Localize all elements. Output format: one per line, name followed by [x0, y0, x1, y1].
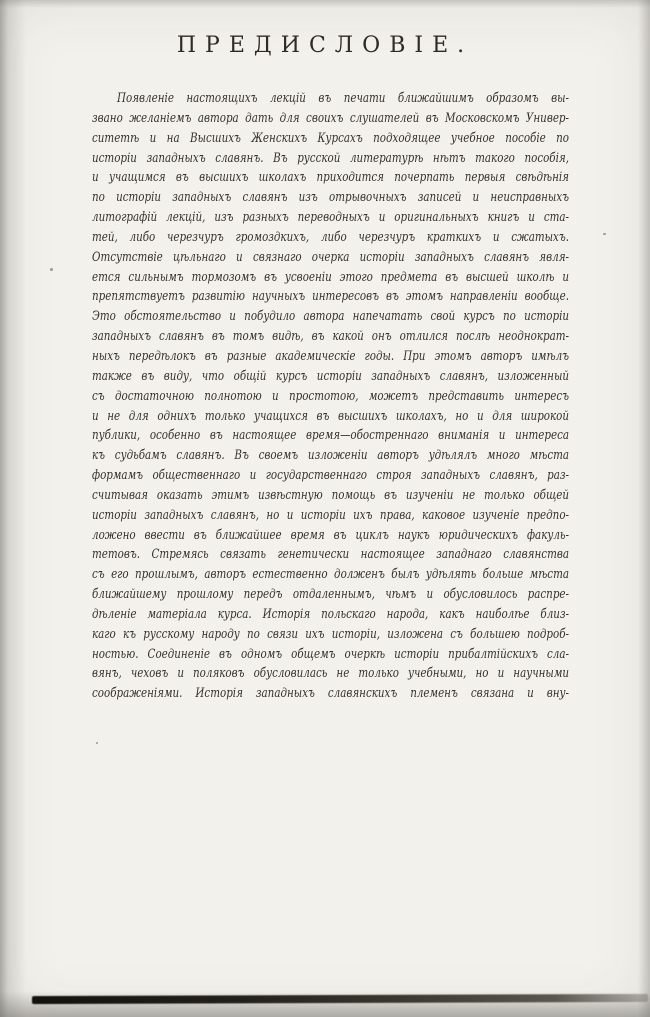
- text-line: Отсутствіе цѣльнаго и связнаго очерка исторіи западныхъ славянъ явля-: [92, 249, 570, 265]
- text-line: соображеніями. Исторія западныхъ славянскихъ племенъ связана и вну-: [92, 686, 570, 702]
- text-line: и учащимся въ высшихъ школахъ приходится почерпать первыя свѣдѣнія: [92, 170, 570, 186]
- text-line: западныхъ славянъ въ томъ видѣ, въ какой онъ отлился послѣ неоднократ-: [92, 329, 570, 345]
- text-line: съ его прошлымъ, авторъ естественно долженъ былъ удѣлять больше мѣста: [92, 567, 570, 583]
- text-line: считывая оказать этимъ извѣстную помощь въ изученіи не только общей: [92, 487, 570, 503]
- text-line: ближайшему прошлому передъ отдаленнымъ, чѣмъ и обусловилось распре-: [92, 587, 570, 603]
- text-line: публики, особенно въ настоящее время—обостреннаго вниманія и интереса: [92, 428, 570, 444]
- text-line: препятствуетъ развитію научныхъ интересовъ въ этомъ направленіи вообще.: [92, 289, 570, 305]
- text-line: ныхъ передѣлокъ въ разные академическіе годы. При этомъ авторъ имѣлъ: [92, 348, 570, 364]
- text-line: съ достаточною полнотою и простотою, можетъ представить интересъ: [92, 388, 570, 404]
- text-line: тей, либо черезчуръ громоздкихъ, либо черезчуръ краткихъ и сжатыхъ.: [92, 229, 570, 245]
- text-line: ностью. Соединеніе въ одномъ общемъ очеркѣ исторіи прибалтійскихъ сла-: [92, 646, 570, 662]
- text-line: Это обстоятельство и побудило автора напечатать свой курсъ по исторіи: [92, 309, 570, 325]
- scan-speck: [50, 268, 53, 271]
- page-title: ПРЕДИСЛОВІЕ.: [176, 33, 474, 58]
- scan-speck: [603, 233, 606, 235]
- text-line: литографій лекцій, изъ разныхъ переводныхъ и оригинальныхъ книгъ и ста-: [92, 210, 570, 226]
- text-line: исторіи западныхъ славянъ. Въ русской литературѣ нѣтъ такого пособія,: [92, 150, 570, 166]
- scan-shadow-bottom: [32, 994, 648, 1004]
- text-line: тетовъ. Стремясь связать генетически настоящее западнаго славянства: [92, 547, 570, 563]
- text-line: дѣленіе матеріала курса. Исторія польскаго народа, какъ наиболѣе близ-: [92, 606, 570, 622]
- text-line: и не для однихъ только учащихся въ высшихъ школахъ, но и для широкой: [92, 408, 570, 424]
- text-line: по исторіи западныхъ славянъ изъ отрывочныхъ записей и неисправныхъ: [92, 190, 570, 206]
- text-line: ется сильнымъ тормозомъ въ усвоеніи этого предмета въ высшей школѣ и: [92, 269, 570, 285]
- text-line: также въ виду, что общій курсъ исторіи западныхъ славянъ, изложенный: [92, 368, 570, 384]
- text-line: исторіи западныхъ славянъ, но и исторіи ихъ права, каковое изученіе предпо-: [92, 507, 570, 523]
- text-line: ложено ввести въ ближайшее время въ циклъ наукъ юридическихъ факуль-: [92, 527, 570, 543]
- text-line: ситетѣ и на Высшихъ Женскихъ Курсахъ подходящее учебное пособіе по: [92, 130, 570, 146]
- text-line: звано желаніемъ автора дать для своихъ слушателей въ Московскомъ Универ-: [92, 110, 570, 126]
- scan-speck: [96, 742, 98, 744]
- text-line: формамъ общественнаго и государственнаго строя западныхъ славянъ, раз-: [92, 468, 570, 484]
- text-line: къ судьбамъ славянъ. Въ своемъ изложеніи авторъ удѣлялъ много мѣста: [92, 448, 570, 464]
- text-line: Появленіе настоящихъ лекцій въ печати ближайшимъ образомъ вы-: [117, 91, 570, 106]
- body-text: [92, 89, 569, 704]
- text-line: каго къ русскому народу по связи ихъ исторіи, изложена съ большею подроб-: [92, 626, 570, 642]
- text-line: вянъ, чеховъ и поляковъ обусловилась не только учебными, но и научными: [92, 666, 570, 682]
